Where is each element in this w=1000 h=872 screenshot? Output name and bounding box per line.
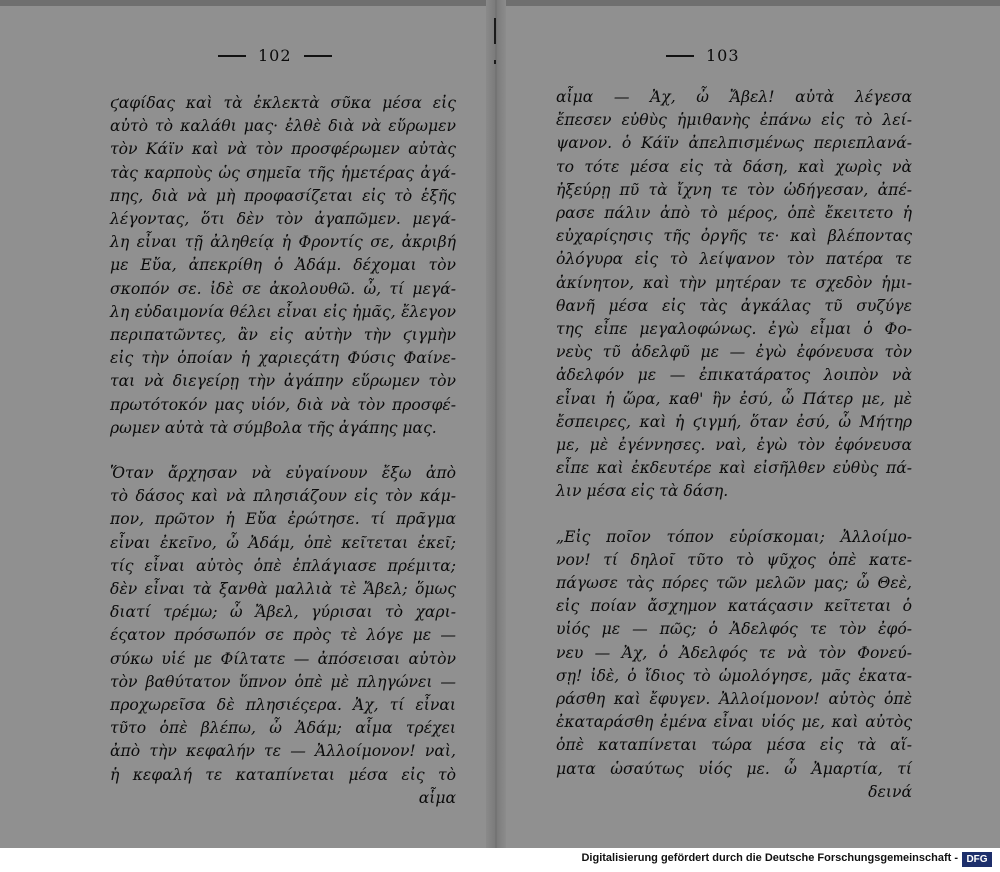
footer-credit: Digitalisierung gefördert durch die Deutsche Forschungsgemeinschaft -	[581, 852, 958, 864]
text-line: τὰς καρποὺς ὡς σημεῖα τῆς ἡμετέρας ἀγά-	[110, 163, 456, 182]
text-line: σκοπόν σε. ἰδὲ σε ἀκολουθῶ. ὦ, τί μεγά-	[110, 279, 456, 298]
text-line: ψανον. ὁ Κάϊν ἀπελπισμένως περιεπλανά-	[556, 134, 912, 153]
text-line: της εἶπε μεγαλοφώνως. ἐγὼ εἶμαι ὁ Φο-	[556, 320, 912, 339]
text-line: τῦτο ὁπὲ βλέπω, ὦ Ἀδάμ; αἷμα τρέχει	[110, 719, 456, 738]
text-line: ἐκαταράσθη ἐμένα εἶναι υἱός με, καὶ αὐτὸς	[556, 713, 912, 732]
text-line: προχωρεῖσα δὲ πλησιέςερα. Ἀχ, τί εἶναι	[110, 696, 456, 715]
text-line: εἰς τὴν ὁποίαν ἡ χαριεςάτη Φύσις Φαίνε-	[110, 349, 456, 368]
text-line: τὸν Κάϊν καὶ νὰ τὸν προσφέρωμεν αὐτὰς	[110, 140, 456, 159]
text-line: αὐτὸ τὸ καλάθι μας· ἐλθὲ διὰ νὰ εὕρωμεν	[110, 117, 456, 136]
text-line: εἰς ποίαν ἄσχημον κατάςασιν κεῖτεται ὁ	[556, 597, 912, 616]
text-line: πάγωσε τὰς πόρες τῶν μελῶν μας; ὦ Θεὲ,	[556, 574, 912, 593]
text-line: εὐχαρίςησις τῆς ὀργῆς τε· καὶ βλέποντας	[556, 227, 912, 246]
text-line: νον! τί δηλοῖ τῦτο τὸ ψῦχος ὁπὲ κατε-	[556, 550, 912, 569]
text-line: πον, πρῶτον ἡ Εὔα ἐρώτησε. τί πρᾶγμα	[110, 510, 456, 529]
text-line: Ὅταν ἄρχησαν νὰ εὐγαίνουν ἔξω ἀπὸ	[110, 464, 456, 483]
text-line: ρωμεν αὐτὰ τὰ σύμβολα τῆς ἀγάπης μας.	[110, 418, 437, 437]
gutter-mark	[494, 18, 496, 44]
text-line: υἱός με — πῶς; ὁ Ἀδελφός τε τὸν ἐφό-	[556, 620, 912, 639]
text-line: πης, διὰ νὰ μὴ προφασίζεται εἰς τὸ ἑξῆς	[110, 186, 456, 205]
text-line: ἀπὸ τὴν κεφαλήν τε — Ἀλλοίμονον! ναὶ,	[110, 742, 456, 761]
book-gutter	[486, 0, 506, 848]
page-number-dash	[304, 55, 332, 57]
left-page-text	[110, 92, 456, 810]
text-line: ἠξεύρῃ πῦ τὰ ἴχνη τε τὸν ὡδήγεσαν, ἀπέ-	[556, 180, 912, 199]
text-line: ματα ὡσαύτως υἱός με. ὦ Ἀμαρτία, τί	[556, 759, 912, 778]
text-line: εἶναι ἐκεῖνο, ὦ Ἀδάμ, ὁπὲ κεῖτεται ἐκεῖ;	[110, 533, 456, 552]
paragraph-gap	[110, 440, 456, 462]
text-line: λη εὐδαιμονία θέλει εἶναι εἰς ἡμᾶς, ἔλεγον	[110, 302, 456, 321]
text-line: εἶναι ἡ ὥρα, καθ' ἣν ἐσύ, ὦ Πάτερ με, μὲ	[556, 389, 912, 408]
text-line: σύκω υἱέ με Φίλτατε — ἀπόσεισαι αὐτὸν	[110, 649, 456, 668]
digitization-footer	[0, 848, 1000, 872]
left-page-number	[218, 46, 332, 65]
text-line: ἡ κεφαλή τε καταπίνεται μέσα εἰς τὸ	[110, 765, 456, 784]
page-number-dash	[218, 55, 246, 57]
page-number-dash	[666, 55, 694, 57]
text-line: ἔσπειρες, καὶ ἡ ϛιγμή, ὅταν ἐσύ, ὦ Μήτηρ	[556, 412, 912, 431]
text-line: νευ — Ἀχ, ὁ Ἀδελφός τε νὰ τὸν Φονεύ-	[556, 643, 912, 662]
gutter-mark	[494, 60, 496, 64]
text-line: ράσθη καὶ ἔφυγεν. Ἀλλοίμονον! αὐτὸς ὁπὲ	[556, 690, 912, 709]
text-line: τὸν βαθύτατον ὕπνον ὁπὲ μὲ πληγώνει —	[110, 672, 456, 691]
text-line: με, μὲ ἐγέννησες. ναὶ, ἐγὼ τὸν ἐφόνευσα	[556, 436, 912, 455]
paragraph-gap	[556, 504, 912, 526]
text-line: ϛαφίδας καὶ τὰ ἐκλεκτὰ σῦκα μέσα εἰς	[110, 94, 456, 112]
dfg-logo-icon: DFG	[962, 852, 992, 867]
text-line: τὸ δάσος καὶ νὰ πλησιάζουν εἰς τὸν κάμ-	[110, 487, 456, 506]
catchword: αἷμα	[418, 788, 456, 807]
text-line: έςατον πρόσωπόν σε πρὸς τὲ λόγε με —	[110, 626, 456, 645]
text-line: περιπατῶντες, ἂν εἰς αὐτὴν τὴν ϛιγμὴν	[110, 326, 456, 345]
text-line: λη εἶναι τῇ ἀληθείᾳ ἡ Φροντίς σε, ἀκριβή	[110, 233, 456, 252]
page-number-text: 103	[706, 46, 740, 65]
text-line: λιν μέσα εἰς τὰ δάση.	[556, 482, 729, 501]
page-number-text: 102	[258, 46, 292, 65]
text-line: πρωτότοκόν μας υἱόν, διὰ νὰ τὸν προσφέ-	[110, 395, 456, 414]
text-line: ἀδελφόν με — ἐπικατάρατος λοιπὸν νὰ	[556, 366, 912, 385]
text-line: το τότε μέσα εἰς τὰ δάση, καὶ χωρὶς νὰ	[556, 157, 912, 176]
text-line: „Εἰς ποῖον τόπον εὑρίσκομαι; Ἀλλοίμο-	[556, 527, 912, 546]
text-line: νεὺς τῦ ἀδελφῦ με — ἐγὼ ἐφόνευσα τὸν	[556, 343, 912, 362]
text-line: σῃ! ἰδὲ, ὁ ἴδιος τὸ ὡμολόγησε, μᾶς ἐκατα-	[556, 666, 912, 685]
text-line: τίς εἶναι αὐτὸς ὁπὲ ἐπλάγιασε πρέμιτα;	[110, 556, 456, 575]
text-line: ὀλόγυρα εἰς τὸ λείψανον τὸν πατέρα τε	[556, 250, 912, 269]
text-line: ται νὰ διεγείρῃ τὴν ἀγάπην εὕρωμεν τὸν	[110, 372, 456, 391]
text-line: ἔπεσεν εὐθὺς ἡμιθανὴς ἐπάνω εἰς τὸ λεί-	[556, 111, 912, 130]
text-line: λέγοντας, ὅτι δὲν τὸν ἀγαπῶμεν. μεγά-	[110, 210, 456, 229]
catchword: δεινά	[868, 782, 912, 801]
right-page-text	[556, 86, 912, 804]
text-line: θανῆ μέσα εἰς τὰς ἀγκάλας τῦ συζύγε	[556, 296, 912, 315]
text-line: ὁπὲ καταπίνεται τώρα μέσα εἰς τὰ αἵ-	[556, 736, 912, 755]
text-line: διατί τρέμω; ὦ Ἄβελ, γύρισαι τὸ χαρι-	[110, 603, 456, 622]
left-page	[0, 0, 486, 848]
text-line: ρασε πάλιν ἀπὸ τὸ μέρος, ὁπὲ ἔκειτετο ἡ	[556, 204, 912, 223]
text-line: δὲν εἶναι τὰ ξανθὰ μαλλιὰ τὲ Ἄβελ; ὅμως	[110, 580, 456, 599]
text-line: ἀκίνητον, καὶ τὴν μητέραν τε σχεδὸν ἡμι-	[556, 273, 912, 292]
right-page	[506, 0, 1000, 848]
text-line: με Εὔα, ἀπεκρίθη ὁ Ἀδάμ. δέχομαι τὸν	[110, 256, 456, 275]
text-line: αἷμα — Ἀχ, ὦ Ἄβελ! αὐτὰ λέγεσα	[556, 88, 912, 106]
right-page-number	[666, 46, 740, 65]
text-line: εἶπε καὶ ἐκδευτέρε καὶ εἰσῆλθεν εὐθὺς πά-	[556, 459, 912, 478]
